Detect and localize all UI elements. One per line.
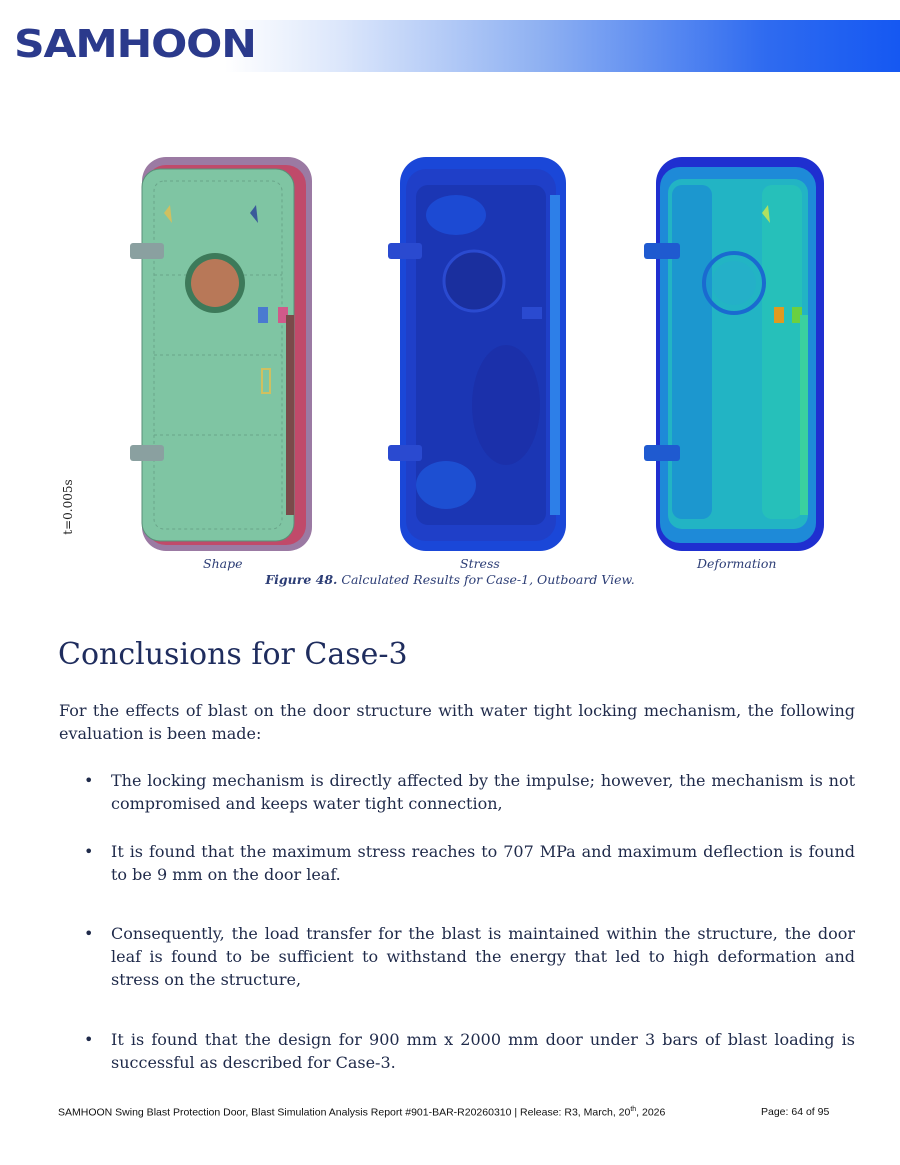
bullet-icon: • [84, 842, 94, 861]
section-heading: Conclusions for Case-3 [58, 637, 408, 672]
bullet-text: It is found that the maximum stress reaches to 707 MPa and maximum deflection is found to be 9 mm on the door leaf. [111, 842, 855, 884]
footer-sup: th [630, 1106, 637, 1113]
list-item [84, 1028, 855, 1074]
footer-report-info [58, 1106, 665, 1119]
footer-report-year: , 2026 [636, 1106, 666, 1119]
figure-48 [0, 150, 900, 570]
panel-label-deformation: Deformation [697, 556, 777, 571]
bullet-icon: • [84, 924, 94, 943]
door-deformation-render [642, 155, 832, 555]
bullet-text: It is found that the design for 900 mm x 2000 mm door under 3 bars of blast loading is successful as described for Case-3. [111, 1030, 855, 1072]
time-label: t=0.005s [61, 479, 75, 535]
figure-caption [0, 572, 900, 587]
list-item [84, 922, 855, 991]
page-number: Page: 64 of 95 [761, 1106, 830, 1118]
caption-number: Figure 48. [265, 572, 338, 587]
samhoon-logo: SAMHOON [14, 22, 256, 66]
panel-label-stress: Stress [460, 556, 500, 571]
bullet-icon: • [84, 1030, 94, 1049]
bullet-text: The locking mechanism is directly affected by the impulse; however, the mechanism is not compromised and keeps water tight connection, [111, 771, 855, 813]
panel-label-shape: Shape [203, 556, 243, 571]
list-item [84, 840, 855, 886]
bullet-icon: • [84, 771, 94, 790]
list-item [84, 769, 855, 815]
caption-text: Calculated Results for Case-1, Outboard View. [341, 572, 635, 587]
door-shape-render [128, 155, 318, 555]
footer-report-text: SAMHOON Swing Blast Protection Door, Blast Simulation Analysis Report #901-BAR-R20260310 | Release: R3, March, 20 [58, 1106, 631, 1119]
intro-paragraph: For the effects of blast on the door structure with water tight locking mechanism, the following evaluation is been made: [59, 701, 855, 743]
bullet-text: Consequently, the load transfer for the blast is maintained within the structure, the door leaf is found to be sufficient to withstand the energy that led to high deformation and stress on the structure, [111, 924, 855, 989]
door-stress-render [386, 155, 576, 555]
